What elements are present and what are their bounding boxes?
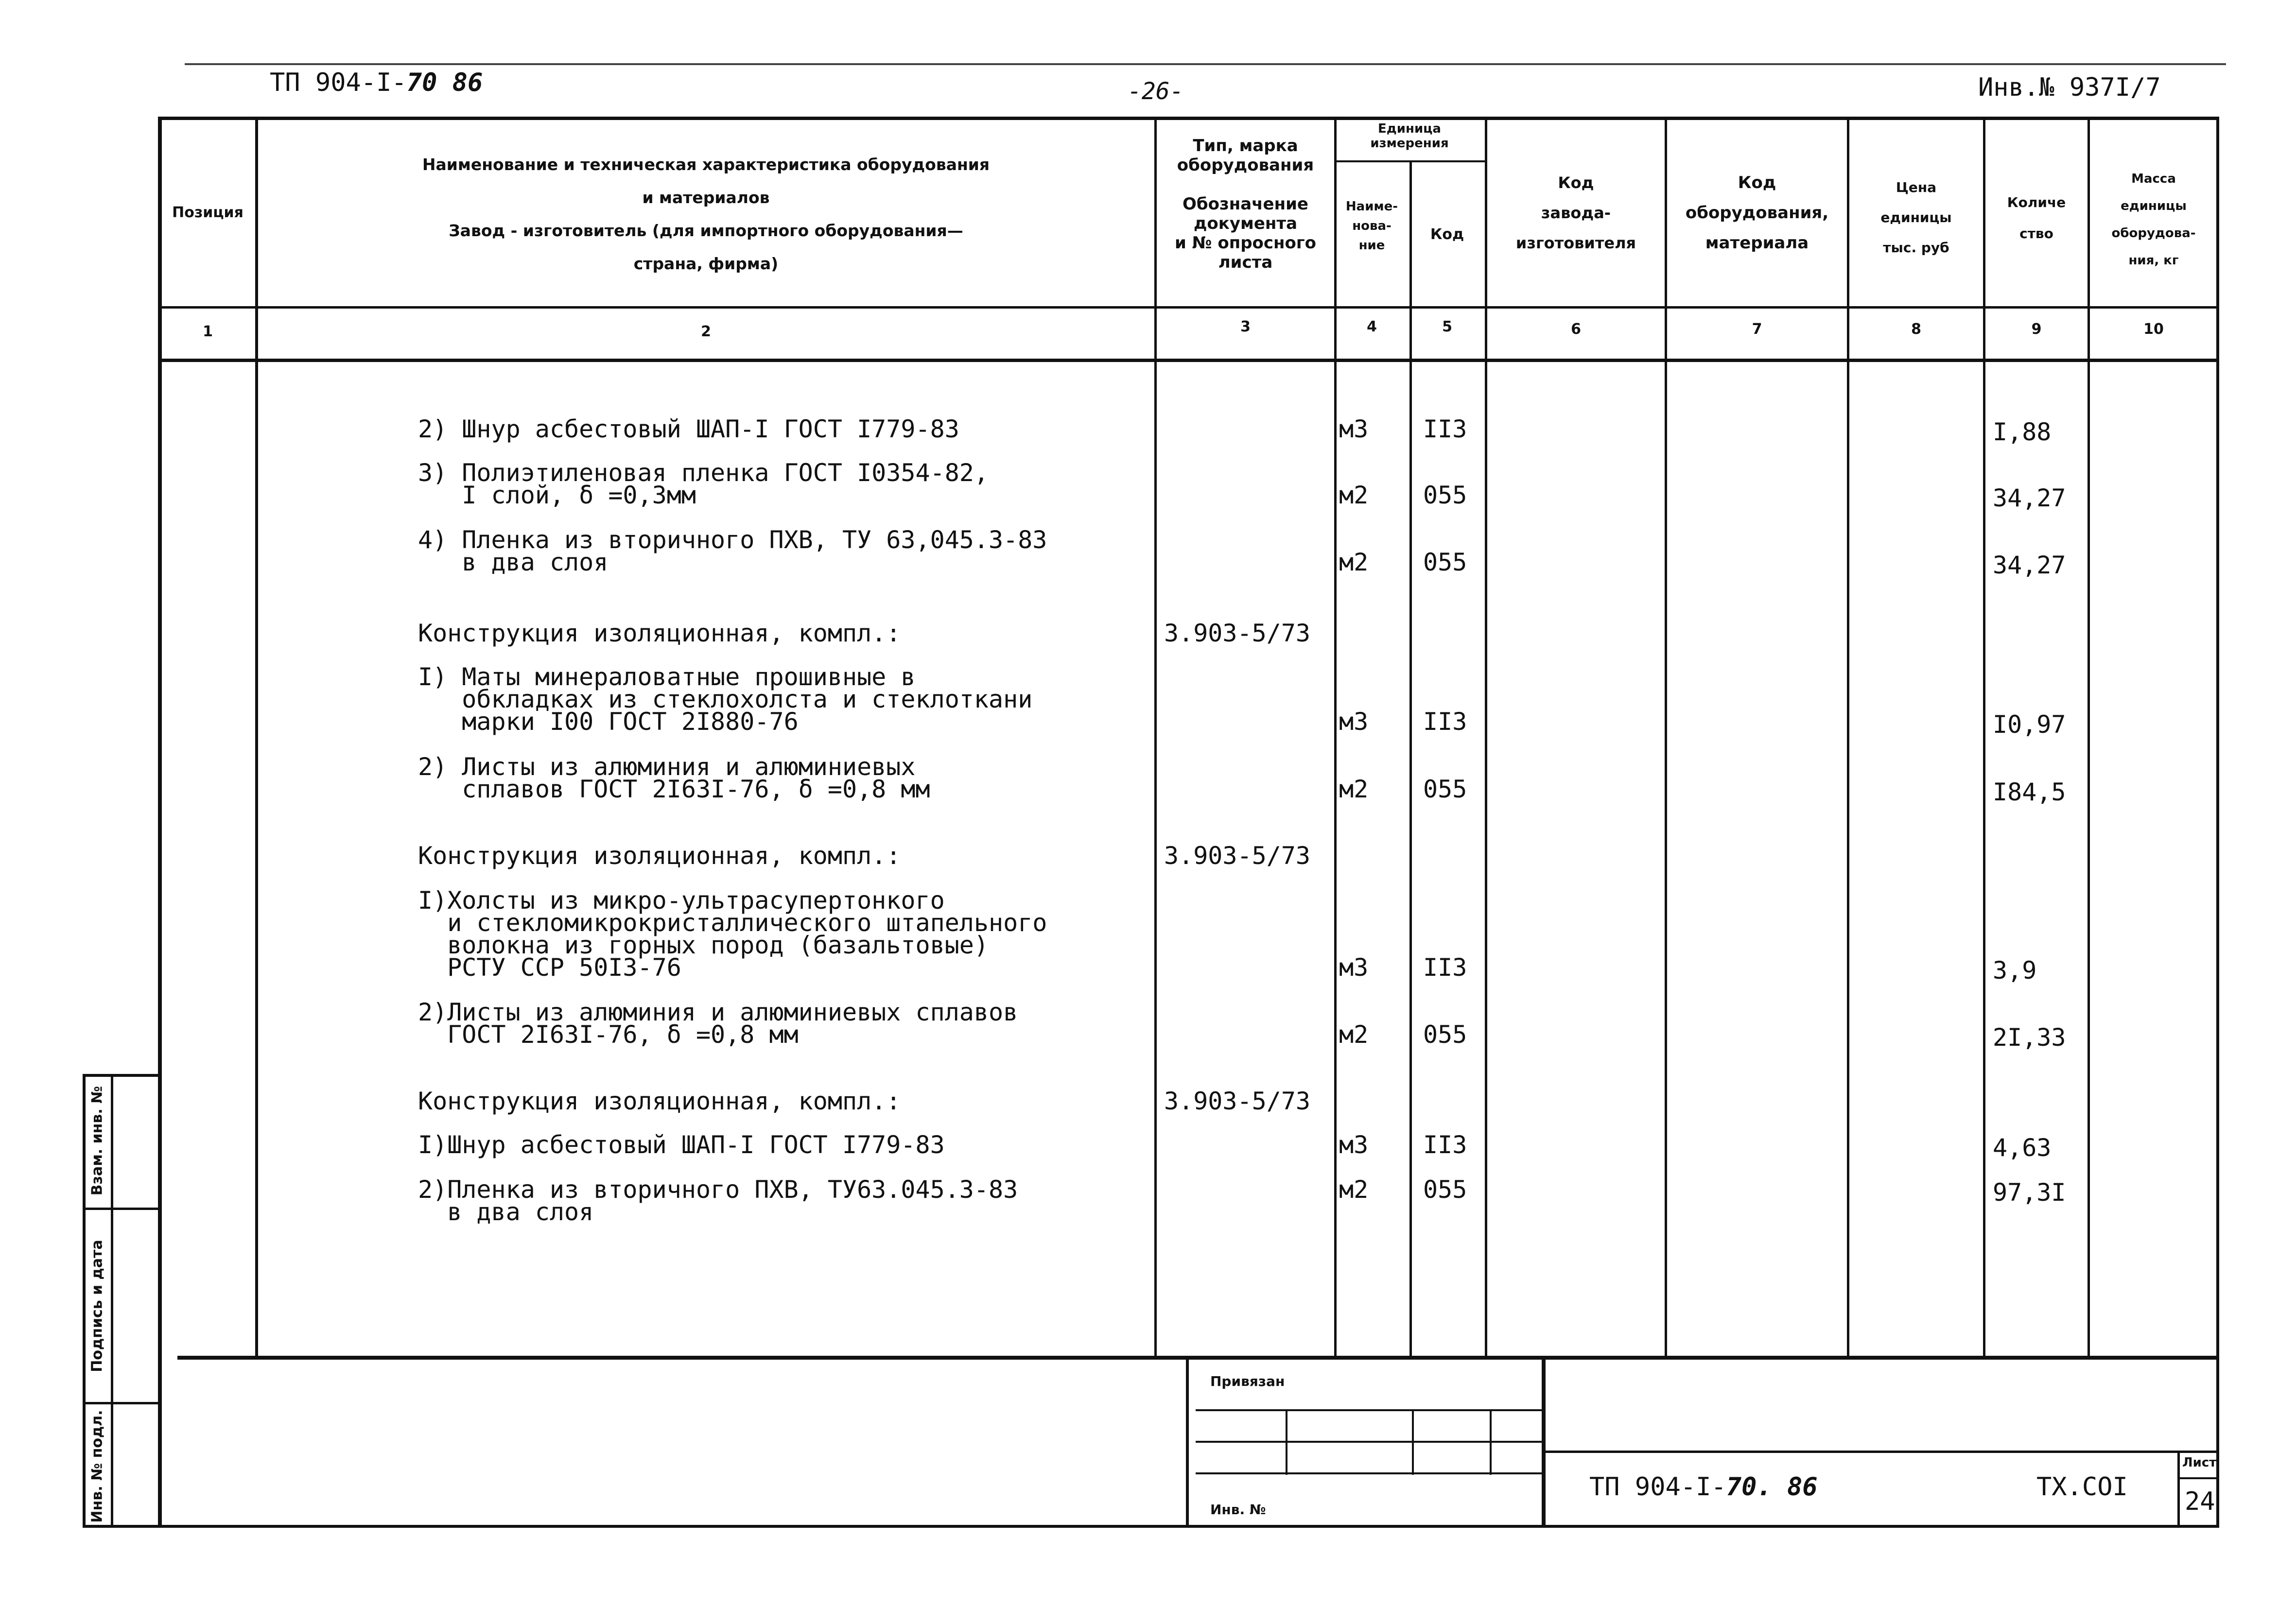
titleblock-sheet-divider	[2177, 1451, 2180, 1526]
item-unit: м2	[1339, 481, 1369, 509]
colnum-3: 3	[1240, 318, 1251, 335]
colnum-8: 8	[1911, 321, 1921, 338]
item-code: 055	[1423, 1175, 1467, 1204]
item-quantity: 97,3I	[1993, 1178, 2066, 1207]
item-name: Конструкция изоляционная, компл.:	[418, 842, 901, 870]
table-row	[0, 663, 2296, 739]
colnum-2: 2	[701, 323, 711, 340]
header-maker-code: Код завода- изготовителя	[1515, 173, 1636, 252]
colnum-10: 10	[2143, 321, 2164, 338]
header-bottom	[158, 306, 2219, 309]
header-name: Наименование и техническая характеристика оборудования и материалов Завод - изготовитель (для импортного оборудования— страна, фирма)	[422, 155, 990, 273]
unit-group-divider	[1334, 160, 1485, 162]
item-name: I)Шнур асбестовый ШАП-I ГОСТ I779-83	[418, 1131, 945, 1159]
item-unit: м3	[1339, 415, 1369, 443]
item-unit: м3	[1339, 708, 1369, 736]
item-code: II3	[1423, 708, 1467, 736]
item-quantity: I,88	[1993, 418, 2052, 446]
side-stamp-left	[83, 1074, 86, 1526]
colnum-9: 9	[2031, 321, 2042, 338]
side-stamp-label-2: Подпись и дата	[88, 1240, 106, 1372]
page-number: -26-	[1128, 78, 1184, 105]
table-row	[0, 526, 2296, 597]
item-name: 3) Полиэтиленовая пленка ГОСТ I0354-82, I слой, δ =0,3мм	[418, 459, 989, 509]
privyazan-row2	[1196, 1441, 1546, 1443]
colnum-5: 5	[1442, 318, 1452, 335]
privyazan-col1	[1286, 1409, 1287, 1475]
item-name: 2) Шнур асбестовый ШАП-I ГОСТ I779-83	[418, 415, 959, 443]
item-type: 3.903-5/73	[1164, 619, 1311, 647]
header-quantity: Количе ство	[2007, 194, 2066, 242]
header-mass: Масса единицы оборудова- ния, кг	[2111, 172, 2196, 268]
item-type: 3.903-5/73	[1164, 1087, 1311, 1115]
inv-number-label: Инв. №	[1210, 1502, 1266, 1518]
titleblock-doc-code	[1589, 1472, 1818, 1502]
item-quantity: 4,63	[1993, 1134, 2052, 1162]
header-unit-code: Код	[1430, 226, 1464, 243]
colnum-7: 7	[1752, 321, 1762, 338]
item-code: II3	[1423, 1131, 1467, 1159]
item-name: I) Маты минераловатные прошивные в обкладках из стеклохолста и стеклоткани марки I00 ГОСТ 2I880-76	[418, 663, 1033, 736]
privyazan-col3	[1490, 1409, 1492, 1475]
frame-top	[185, 63, 2226, 65]
item-type: 3.903-5/73	[1164, 842, 1311, 870]
privyazan-row3	[1196, 1472, 1546, 1474]
side-stamp-inner	[111, 1074, 113, 1526]
item-name: 2) Листы из алюминия и алюминиевых сплавов ГОСТ 2I63I-76, δ =0,8 мм	[418, 753, 930, 803]
item-name: 2)Пленка из вторичного ПХВ, ТУ63.045.3-83 в два слоя	[418, 1175, 1018, 1226]
table-row	[0, 753, 2296, 824]
item-quantity: 34,27	[1993, 484, 2066, 512]
item-quantity: 2I,33	[1993, 1023, 2066, 1052]
titleblock-top	[1546, 1451, 2219, 1453]
numbers-bottom	[158, 359, 2219, 362]
item-code: 055	[1423, 481, 1467, 509]
doc-code-text: ТП 904-I-	[270, 68, 407, 97]
table-row	[0, 459, 2296, 530]
table-row	[0, 998, 2296, 1069]
side-stamp-label-3: Инв. № подл.	[88, 1410, 106, 1523]
item-unit: м2	[1339, 548, 1369, 576]
item-unit: м3	[1339, 953, 1369, 982]
colnum-4: 4	[1367, 318, 1377, 335]
item-name: 2)Листы из алюминия и алюминиевых сплавов ГОСТ 2I63I-76, δ =0,8 мм	[418, 998, 1018, 1049]
titleblock-sheet-label-line	[2177, 1477, 2219, 1479]
privyazan-row1	[1196, 1409, 1546, 1411]
privyazan-col2	[1412, 1409, 1414, 1475]
doc-code	[270, 68, 483, 97]
table-row	[0, 1175, 2296, 1246]
item-unit: м2	[1339, 775, 1369, 803]
colnum-1: 1	[203, 323, 213, 340]
titleblock-sheet-code: ТХ.СОI	[2036, 1472, 2128, 1502]
item-name: Конструкция изоляционная, компл.:	[418, 1087, 901, 1115]
item-code: 055	[1423, 1020, 1467, 1049]
item-name: 4) Пленка из вторичного ПХВ, ТУ 63,045.3-83 в два слоя	[418, 526, 1047, 576]
table-row	[0, 886, 2296, 985]
item-code: 055	[1423, 775, 1467, 803]
item-unit: м3	[1339, 1131, 1369, 1159]
titleblock-doc-code-handwritten: 70. 86	[1726, 1472, 1818, 1502]
side-stamp	[83, 1074, 160, 1526]
titleblock-doc-code-text: ТП 904-I-	[1589, 1472, 1726, 1502]
header-unit-group: Единица измерения	[1370, 121, 1449, 151]
item-unit: м2	[1339, 1020, 1369, 1049]
item-code: II3	[1423, 415, 1467, 443]
inventory-number: Инв.№ 937I/7	[1978, 73, 2161, 102]
header-position: Позиция	[172, 204, 244, 221]
item-quantity: I0,97	[1993, 710, 2066, 739]
header-type: Тип, марка оборудования Обозначение документа и № опросного листа	[1174, 136, 1317, 272]
header-unit-name: Наиме- нова- ние	[1345, 199, 1398, 253]
item-quantity: 34,27	[1993, 551, 2066, 579]
header-equipment-code: Код оборудования, материала	[1685, 173, 1829, 253]
titleblock-sheet-label: Лист	[2182, 1455, 2217, 1470]
privyazan-label: Привязан	[1210, 1373, 1285, 1389]
doc-code-handwritten: 70 86	[406, 68, 483, 97]
item-unit: м2	[1339, 1175, 1369, 1204]
side-stamp-label-1: Взам. инв. №	[88, 1086, 106, 1196]
colnum-6: 6	[1571, 321, 1581, 338]
item-code: 055	[1423, 548, 1467, 576]
privyazan-block	[1186, 1356, 1546, 1526]
privyazan-left	[1186, 1356, 1189, 1526]
item-quantity: I84,5	[1993, 778, 2066, 806]
table-top	[158, 117, 2219, 120]
titleblock-sheet-number: 24	[2185, 1487, 2215, 1516]
header-price: Цена единицы тыс. руб	[1880, 179, 1952, 256]
item-name: Конструкция изоляционная, компл.:	[418, 619, 901, 647]
item-name: I)Холсты из микро-ультрасупертонкого и стекломикрокристаллического штапельного волокна из горных пород (базальтовые) РСТУ ССР 50I3-76	[418, 886, 1047, 982]
frame-bottom	[83, 1525, 2219, 1528]
item-quantity: 3,9	[1993, 956, 2037, 985]
item-code: II3	[1423, 953, 1467, 982]
